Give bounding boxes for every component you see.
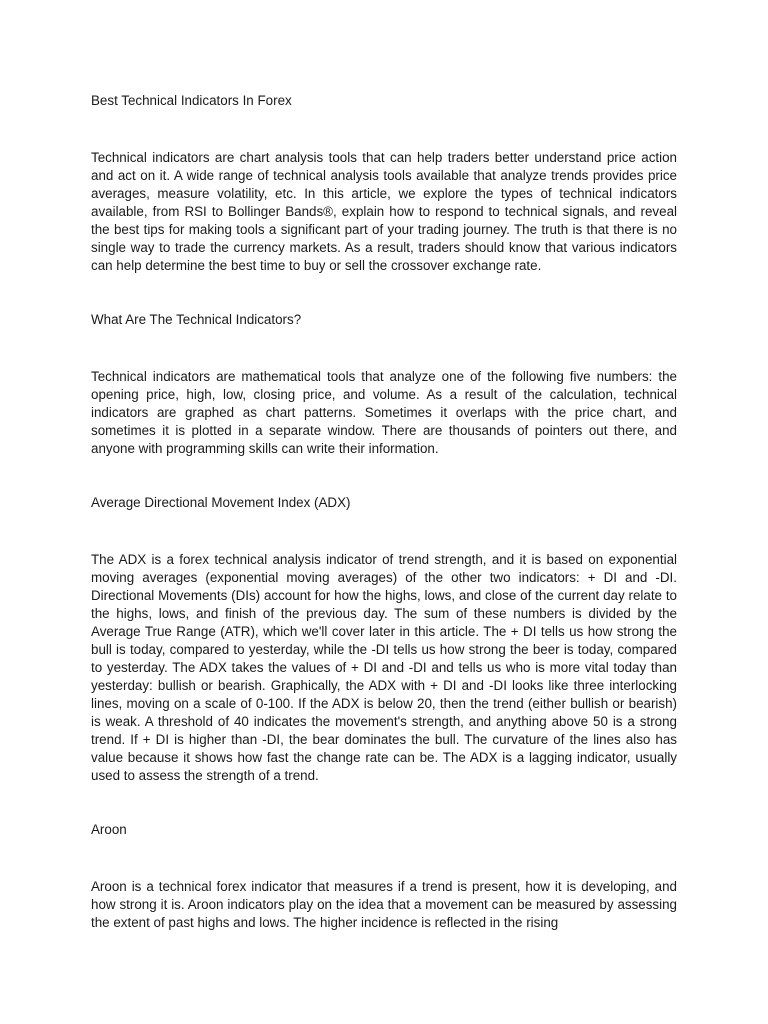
section-body-adx: The ADX is a forex technical analysis indicator of trend strength, and it is based on exponential moving averages (exponential moving averages) of the other two indicators: + DI and -DI. Directional Movements (DIs) account for how the highs, lows, and close of the current day relate to the highs, lows, and finish of the previous day. The sum of these numbers is divided by the Average True Range (ATR), which we'll cover later in this article. The + DI tells us how strong the bull is today, compared to yesterday, while the -DI tells us how strong the beer is today, compared to yesterday. The ADX takes the values of + DI and -DI and tells us who is more vital today than yesterday: bullish or bearish. Graphically, the ADX with + DI and -DI looks like three interlocking lines, moving on a scale of 0-100. If the ADX is below 20, then the trend (either bullish or bearish) is weak. A threshold of 40 indicates the movement's strength, and anything above 50 is a strong trend. If + DI is higher than -DI, the bear dominates the bull. The curvature of the lines also has value because it shows how fast the change rate can be. The ADX is a lagging indicator, usually used to assess the strength of a trend. <box>91 552 677 783</box>
spacer <box>91 785 677 821</box>
document-content <box>91 92 677 932</box>
spacer <box>91 839 677 878</box>
spacer <box>91 329 677 368</box>
section-heading-aroon: Aroon <box>91 822 127 837</box>
spacer <box>91 110 677 149</box>
section-heading-adx: Average Directional Movement Index (ADX) <box>91 495 351 510</box>
spacer <box>91 458 677 494</box>
section-heading-what-are: What Are The Technical Indicators? <box>91 312 302 327</box>
spacer <box>91 275 677 311</box>
section-body-aroon: Aroon is a technical forex indicator that measures if a trend is present, how it is developing, and how strong it is. Aroon indicators play on the idea that a movement can be measured by assessing the extent of past highs and lows. The higher incidence is reflected in the rising <box>91 879 677 930</box>
spacer <box>91 512 677 551</box>
section-body-what-are: Technical indicators are mathematical tools that analyze one of the following five numbers: the opening price, high, low, closing price, and volume. As a result of the calculation, technical indicators are graphed as chart patterns. Sometimes it overlaps with the price chart, and sometimes it is plotted in a separate window. There are thousands of pointers out there, and anyone with programming skills can write their information. <box>91 369 677 456</box>
intro-paragraph: Technical indicators are chart analysis tools that can help traders better understand price action and act on it. A wide range of technical analysis tools available that analyze trends provides price averages, measure volatility, etc. In this article, we explore the types of technical indicators available, from RSI to Bollinger Bands®, explain how to respond to technical signals, and reveal the best tips for making tools a significant part of your trading journey. The truth is that there is no single way to trade the currency markets. As a result, traders should know that various indicators can help determine the best time to buy or sell the crossover exchange rate. <box>91 150 677 273</box>
document-title: Best Technical Indicators In Forex <box>91 93 292 108</box>
